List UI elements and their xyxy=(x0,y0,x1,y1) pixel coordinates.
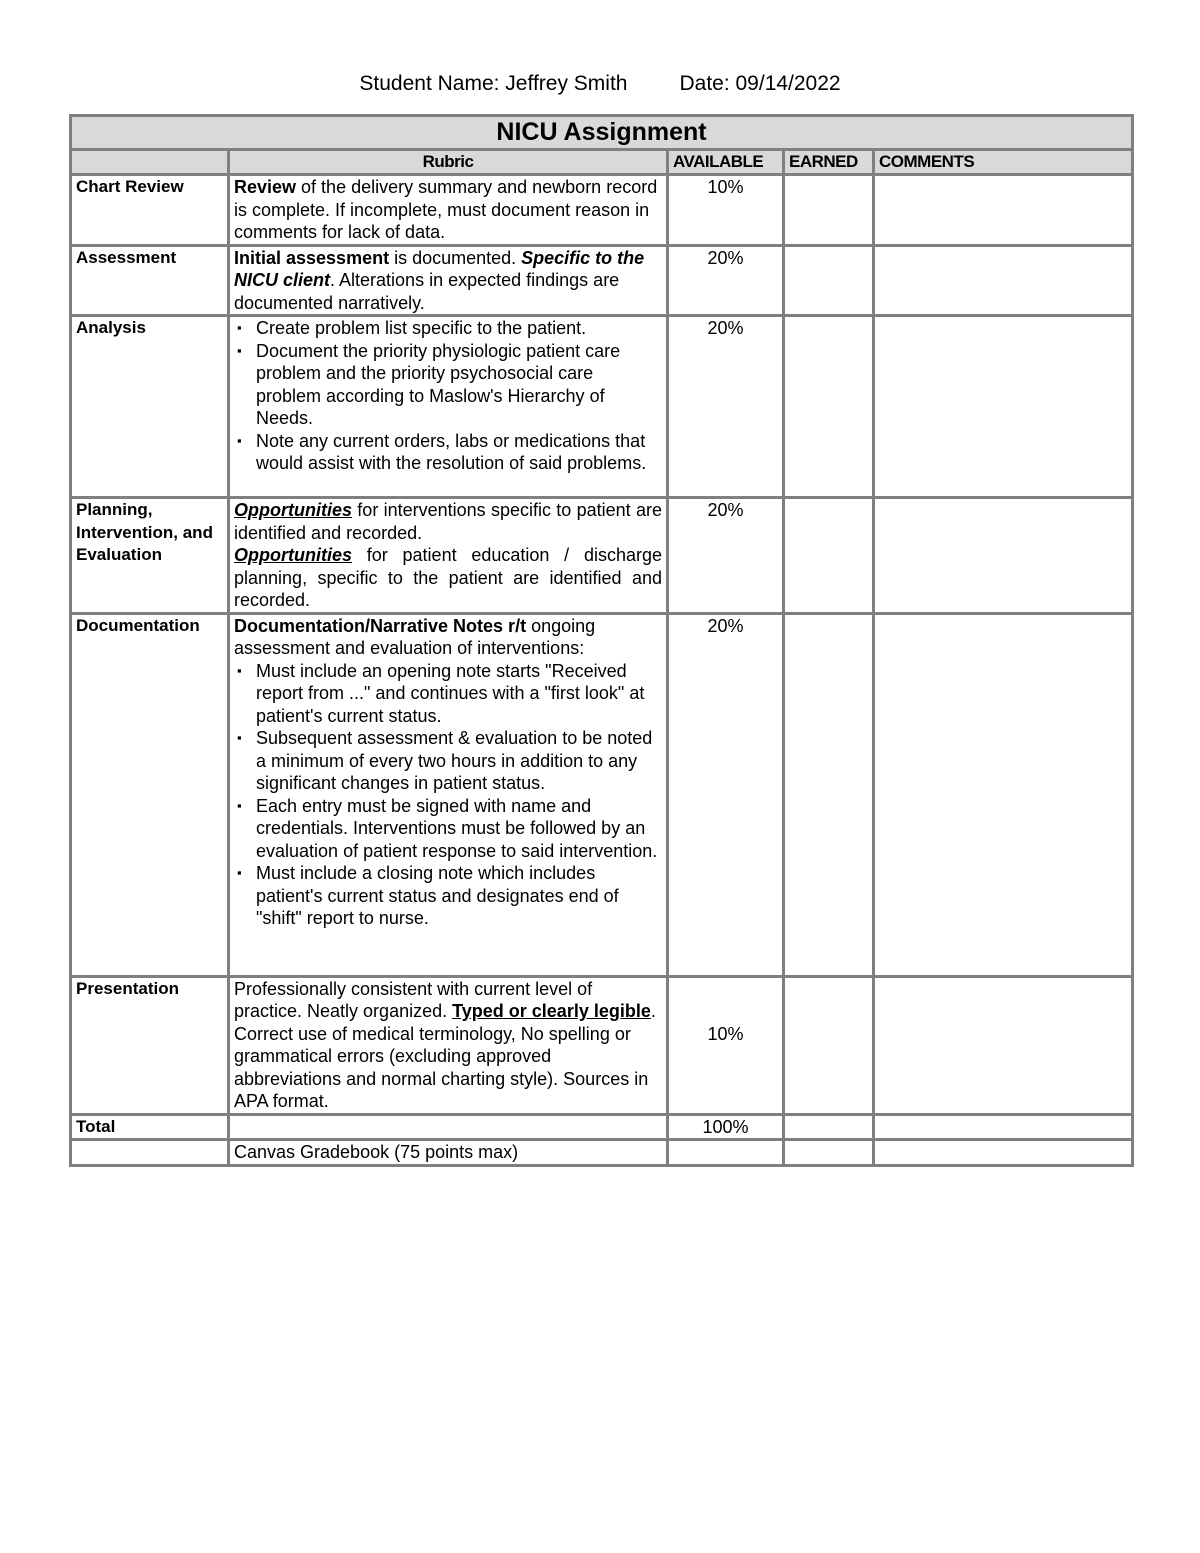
list-item: ▪ Subsequent assessment & evaluation to be noted a minimum of every two hours in addition to any significant changes in patient status. xyxy=(256,727,662,795)
rubric-emphasis: Opportunities xyxy=(234,500,352,520)
table-row xyxy=(71,613,1133,976)
criteria-cell: Chart Review xyxy=(71,175,229,246)
earned-cell[interactable] xyxy=(784,316,874,498)
rubric-emphasis: Specific to the NICU client xyxy=(234,247,645,290)
comments-cell[interactable] xyxy=(874,245,1133,316)
student-name: Student Name: Jeffrey Smith xyxy=(359,72,628,95)
table-row xyxy=(71,976,1133,1114)
list-item: ▪ Note any current orders, labs or medications that would assist with the resolution of said problems. xyxy=(256,430,662,475)
earned-cell[interactable] xyxy=(784,1140,874,1166)
gradebook-note: Canvas Gradebook (75 points max) xyxy=(229,1140,668,1166)
assignment-date: Date: 09/14/2022 xyxy=(679,72,841,95)
rubric-cell xyxy=(229,175,668,246)
list-item: ▪ Must include a closing note which includes patient's current status and designates end of "shift" report to nurse. xyxy=(256,862,662,930)
table-row xyxy=(71,316,1133,498)
rubric-emphasis: Initial assessment xyxy=(234,247,390,268)
criteria-cell: Documentation xyxy=(71,613,229,976)
rubric-emphasis: Documentation/Narrative Notes r/t xyxy=(234,615,527,636)
earned-cell[interactable] xyxy=(784,976,874,1114)
rubric-text: . Alterations in expected findings are documented narratively. xyxy=(234,270,620,313)
gradebook-row xyxy=(71,1140,1133,1166)
earned-cell[interactable] xyxy=(784,1114,874,1140)
earned-cell[interactable] xyxy=(784,498,874,614)
document-header xyxy=(0,72,1200,96)
list-item: ▪ Must include an opening note starts "Received report from ..." and continues with a "first look" at patient's current status. xyxy=(256,660,662,728)
comments-cell[interactable] xyxy=(874,175,1133,246)
col-earned-header: EARNED xyxy=(784,150,874,175)
rubric-table xyxy=(69,114,1134,1167)
rubric-text: . Correct use of medical terminology, No spelling or grammatical errors (excluding approved abbreviations and normal charting style). Sources in APA format. xyxy=(234,1001,656,1111)
rubric-cell xyxy=(229,498,668,614)
rubric-text: of the delivery summary and newborn record is complete. If incomplete, must document reason in comments for lack of data. xyxy=(234,177,658,242)
available-cell xyxy=(668,1140,784,1166)
available-cell: 20% xyxy=(668,613,784,976)
criteria-cell: Planning, Intervention, and Evaluation xyxy=(71,498,229,614)
rubric-emphasis: Typed or clearly legible xyxy=(452,1001,651,1021)
table-row xyxy=(71,498,1133,614)
list-item: ▪ Each entry must be signed with name and credentials. Interventions must be followed by an evaluation of patient response to said intervention. xyxy=(256,795,662,863)
col-criteria-header xyxy=(71,150,229,175)
rubric-text: is documented. xyxy=(389,247,522,268)
available-cell: 10% xyxy=(668,175,784,246)
available-cell: 20% xyxy=(668,316,784,498)
rubric-text: ongoing assessment and evaluation of interventions: xyxy=(234,615,596,658)
rubric-cell xyxy=(229,316,668,498)
rubric-cell xyxy=(229,245,668,316)
rubric-text: for patient education / discharge planning, specific to the patient are identified and recorded. xyxy=(234,545,662,610)
earned-cell[interactable] xyxy=(784,175,874,246)
available-cell: 20% xyxy=(668,498,784,614)
comments-cell[interactable] xyxy=(874,498,1133,614)
col-available-header: AVAILABLE xyxy=(668,150,784,175)
criteria-cell: Analysis xyxy=(71,316,229,498)
rubric-emphasis: Opportunities xyxy=(234,545,352,565)
column-header-row xyxy=(71,150,1133,175)
earned-cell[interactable] xyxy=(784,245,874,316)
bullet-list xyxy=(234,317,662,475)
rubric-text: Professionally consistent with current level of practice. Neatly organized. xyxy=(234,978,593,1021)
rubric-emphasis: Review xyxy=(234,177,297,197)
comments-cell[interactable] xyxy=(874,1114,1133,1140)
rubric-text: for interventions specific to patient are identified and recorded. xyxy=(234,500,662,543)
criteria-cell xyxy=(71,1140,229,1166)
rubric-cell xyxy=(229,613,668,976)
table-title-row xyxy=(71,116,1133,150)
comments-cell[interactable] xyxy=(874,316,1133,498)
comments-cell[interactable] xyxy=(874,613,1133,976)
rubric-cell xyxy=(229,1114,668,1140)
bullet-list xyxy=(234,660,662,930)
table-row xyxy=(71,175,1133,246)
total-label: Total xyxy=(71,1114,229,1140)
comments-cell[interactable] xyxy=(874,976,1133,1114)
col-rubric-header: Rubric xyxy=(229,150,668,175)
available-cell: 20% xyxy=(668,245,784,316)
table-title: NICU Assignment xyxy=(71,116,1133,150)
table-row xyxy=(71,245,1133,316)
total-row xyxy=(71,1114,1133,1140)
list-item: ▪ Document the priority physiologic patient care problem and the priority psychosocial care problem according to Maslow's Hierarchy of Needs. xyxy=(256,340,662,430)
earned-cell[interactable] xyxy=(784,613,874,976)
total-available: 100% xyxy=(668,1114,784,1140)
available-cell: 10% xyxy=(668,976,784,1114)
list-item: ▪ Create problem list specific to the patient. xyxy=(256,317,662,340)
col-comments-header: COMMENTS xyxy=(874,150,1133,175)
rubric-cell xyxy=(229,976,668,1114)
comments-cell[interactable] xyxy=(874,1140,1133,1166)
criteria-cell: Assessment xyxy=(71,245,229,316)
criteria-cell: Presentation xyxy=(71,976,229,1114)
